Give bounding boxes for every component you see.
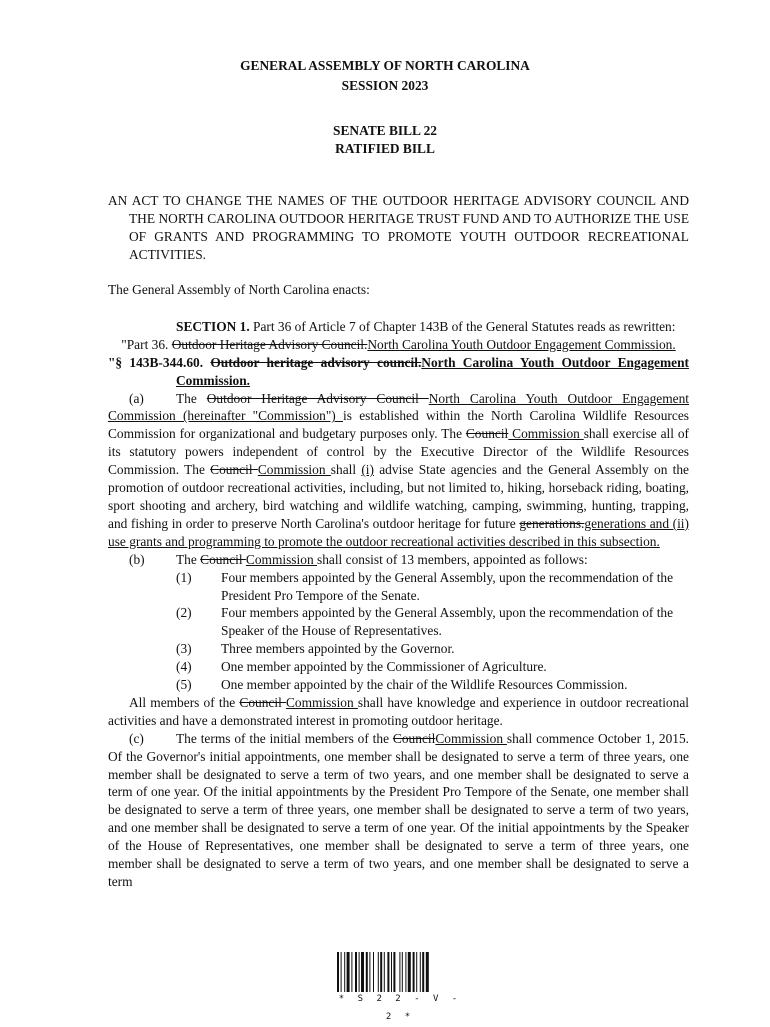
- barcode-bar: [413, 952, 415, 992]
- deleted-text: Outdoor Heritage Advisory Council.: [171, 336, 368, 352]
- section-heading: "§ 143B-344.60. Outdoor heritage advisory council.North Carolina Youth Outdoor Engagement Commission.: [108, 354, 690, 388]
- list-item: (2) Four members appointed by the General Assembly, upon the recommendation of the Speaker of the House of Representatives.: [176, 605, 674, 639]
- barcode-bar: [366, 952, 368, 992]
- barcode-bar: [341, 952, 342, 992]
- subsection-b: (b) The Council Commission shall consist of 13 members, appointed as follows:: [129, 551, 588, 567]
- section-label: SECTION 1.: [176, 318, 250, 334]
- list-item: (3) Three members appointed by the Governor.: [176, 641, 455, 657]
- session-heading: SESSION 2023: [341, 78, 429, 93]
- bill-body: [108, 281, 689, 891]
- barcode-bar: [387, 952, 389, 992]
- inserted-text: North Carolina Youth Outdoor Engagement Commission.: [367, 336, 676, 352]
- barcode-bar: [361, 952, 364, 992]
- assembly-heading: GENERAL ASSEMBLY OF NORTH CAROLINA: [240, 58, 530, 73]
- barcode-bar: [369, 952, 370, 992]
- deleted-text: Outdoor heritage advisory council.: [210, 354, 422, 370]
- barcode-bar: [405, 952, 406, 992]
- list-item: (4) One member appointed by the Commissioner of Agriculture.: [176, 659, 547, 675]
- barcode-bar: [359, 952, 360, 992]
- part-heading: "Part 36. Outdoor Heritage Advisory Council.North Carolina Youth Outdoor Engagement Commission.: [121, 336, 676, 352]
- barcode-bar: [416, 952, 417, 992]
- section-1: SECTION 1. Part 36 of Article 7 of Chapter 143B of the General Statutes reads as rewritten:: [176, 318, 676, 334]
- barcode-bar: [422, 952, 424, 992]
- subsection-a: (a) The Outdoor Heritage Advisory Council North Carolina Youth Outdoor Engagement Commission (hereinafter "Commission") is established within the North Carolina Wildlife Resources Commission for organizational and budgetary purposes only. The Council Commission shall exercise all of its statutory powers independent of control by the Executive Director of the Wildlife Resources Commission. The Council Commission shall (i) advise State agencies and the General Assembly on the promotion of outdoor recreational activities, including, but not limited to, hiking, horseback riding, boating, sport shooting and archery, bird watching and wildlife watching, camping, swimming, hunting, trapping, and fishing in order to preserve North Carolina's outdoor heritage for future generations.generations and (ii) use grants and programming to promote the outdoor recreational activities described in this subsection.: [108, 390, 690, 549]
- barcode-bar: [426, 952, 429, 992]
- list-item: (1) Four members appointed by the General Assembly, upon the recommendation of the President Pro Tempore of the Senate.: [176, 569, 674, 603]
- act-title: AN ACT TO CHANGE THE NAMES OF THE OUTDOOR HERITAGE ADVISORY COUNCIL AND THE NORTH CAROLINA OUTDOOR HERITAGE TRUST FUND AND TO AUTHORIZE THE USE OF GRANTS AND PROGRAMMING TO PROMOTE YOUTH OUTDOOR RECREATIONAL ACTIVITIES.: [108, 193, 689, 262]
- inserted-text: North Carolina Youth Outdoor Engagement Commission.: [176, 354, 690, 388]
- barcode-bar: [391, 952, 392, 992]
- barcode-bar: [384, 952, 385, 992]
- list-item: (5) One member appointed by the chair of the Wildlife Resources Commission.: [176, 677, 628, 693]
- barcode-bar: [373, 952, 374, 992]
- barcode-bar: [344, 952, 345, 992]
- barcode-bar: [393, 952, 395, 992]
- barcode-bar: [402, 952, 403, 992]
- subsection-c: (c) The terms of the initial members of the CouncilCommission shall commence October 1, 2015. Of the Governor's initial appointments, one member shall be designated to serve a term of three years, one member shall be designated to serve a term of two years, and one member shall be designated to serve a term of one year. Of the initial appointments by the President Pro Tempore of the Senate, one member shall be designated to serve a term of three years, one member shall be designated to serve a term of two years, and one member shall be designated to serve a term of one year. Of the initial appointments by the Speaker of the House of Representatives, one member shall be designated to serve a term of three years, one member shall be designated to serve a term of two years, and one member shall be designated to serve a term: [108, 730, 690, 889]
- barcode-text: * S 2 2 - V - 2 *: [338, 994, 462, 1022]
- barcode-bar: [355, 952, 357, 992]
- members-paragraph: All members of the Council Commission shall have knowledge and experience in outdoor recreational activities and have a demonstrated interest in promoting outdoor heritage.: [108, 694, 689, 728]
- barcode-bar: [380, 952, 382, 992]
- bill-number: SENATE BILL 22: [333, 123, 437, 138]
- enacting-clause: The General Assembly of North Carolina enacts:: [108, 282, 370, 297]
- barcode-bar: [351, 952, 352, 992]
- barcode-bar: [420, 952, 421, 992]
- barcode-icon: [337, 952, 461, 992]
- bill-status: RATIFIED BILL: [335, 141, 435, 156]
- barcode-bar: [378, 952, 379, 992]
- barcode-bar: [347, 952, 350, 992]
- barcode-bar: [399, 952, 400, 992]
- barcode-bar: [408, 952, 411, 992]
- barcode-bar: [337, 952, 339, 992]
